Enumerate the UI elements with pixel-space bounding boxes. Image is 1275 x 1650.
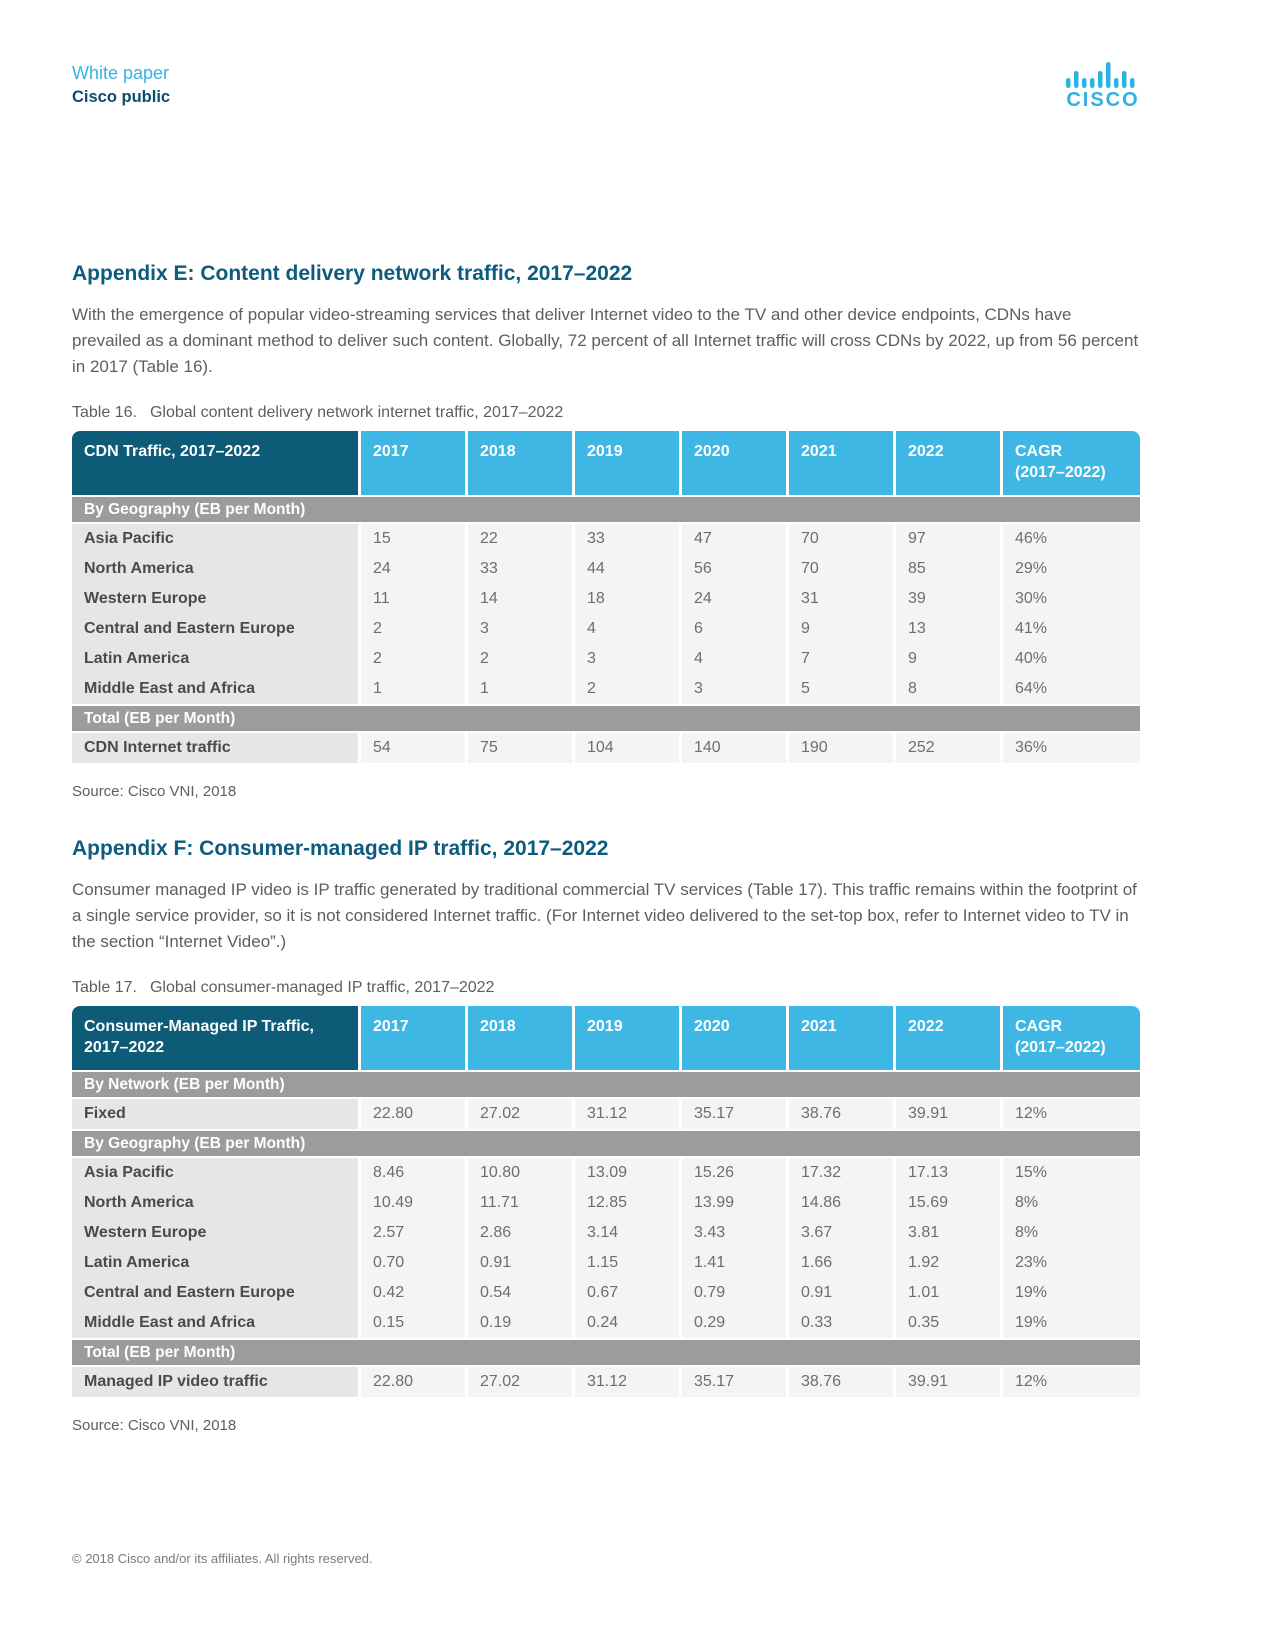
cisco-logo-wordmark: CISCO <box>1066 89 1140 111</box>
data-cell: 47 <box>679 524 786 554</box>
cagr-header-line2: (2017–2022) <box>1015 464 1106 481</box>
document-header <box>0 0 1275 111</box>
data-cell: 1.66 <box>786 1248 893 1278</box>
data-cell: 3 <box>679 674 786 704</box>
data-cell: 12% <box>1000 1099 1140 1129</box>
cdn-traffic-table <box>72 431 1140 763</box>
table-row <box>72 1099 1140 1129</box>
data-cell: 140 <box>679 733 786 763</box>
data-cell: 38.76 <box>786 1367 893 1397</box>
year-header-2018: 2018 <box>465 1006 572 1070</box>
data-cell: 97 <box>893 524 1000 554</box>
table-row <box>72 1188 1140 1218</box>
data-cell: 2.86 <box>465 1218 572 1248</box>
data-cell: 0.91 <box>465 1248 572 1278</box>
table-17-source: Source: Cisco VNI, 2018 <box>72 1417 237 1434</box>
row-label: Western Europe <box>72 1218 358 1248</box>
data-cell: 3 <box>572 644 679 674</box>
section-header-label: Total (EB per Month) <box>72 1338 1140 1367</box>
copyright-text: © 2018 Cisco and/or its affiliates. All rights reserved. <box>72 1551 373 1566</box>
table-corner-header: CDN Traffic, 2017–2022 <box>72 431 358 495</box>
data-cell: 0.35 <box>893 1308 1000 1338</box>
data-cell: 0.70 <box>358 1248 465 1278</box>
data-cell: 1 <box>465 674 572 704</box>
data-cell: 1.15 <box>572 1248 679 1278</box>
section-header-label: By Geography (EB per Month) <box>72 495 1140 524</box>
data-cell: 3.81 <box>893 1218 1000 1248</box>
data-cell: 27.02 <box>465 1099 572 1129</box>
data-cell: 2 <box>358 644 465 674</box>
data-cell: 15.69 <box>893 1188 1000 1218</box>
table-row <box>72 1278 1140 1308</box>
data-cell: 8 <box>893 674 1000 704</box>
data-cell: 30% <box>1000 584 1140 614</box>
table-row <box>72 1308 1140 1338</box>
data-cell: 56 <box>679 554 786 584</box>
data-cell: 17.13 <box>893 1158 1000 1188</box>
data-cell: 13.99 <box>679 1188 786 1218</box>
year-header-2021: 2021 <box>786 431 893 495</box>
data-cell: 190 <box>786 733 893 763</box>
table-row <box>72 644 1140 674</box>
page-footer <box>72 1551 373 1566</box>
cagr-header <box>1000 1006 1140 1070</box>
data-cell: 2 <box>465 644 572 674</box>
table-16-caption-text: Global content delivery network internet traffic, 2017–2022 <box>149 404 564 421</box>
row-label: Western Europe <box>72 584 358 614</box>
data-cell: 5 <box>786 674 893 704</box>
data-cell: 2.57 <box>358 1218 465 1248</box>
year-header-2020: 2020 <box>679 1006 786 1070</box>
data-cell: 2 <box>572 674 679 704</box>
cagr-header-line2: (2017–2022) <box>1015 1039 1106 1056</box>
data-cell: 64% <box>1000 674 1140 704</box>
data-cell: 2 <box>358 614 465 644</box>
row-label: Latin America <box>72 1248 358 1278</box>
row-label: Central and Eastern Europe <box>72 1278 358 1308</box>
data-cell: 23% <box>1000 1248 1140 1278</box>
row-label: Asia Pacific <box>72 524 358 554</box>
table-row <box>72 1158 1140 1188</box>
table-17-caption <box>72 979 1203 997</box>
data-cell: 1.92 <box>893 1248 1000 1278</box>
table-section-row <box>72 1129 1140 1158</box>
data-cell: 11 <box>358 584 465 614</box>
data-cell: 13.09 <box>572 1158 679 1188</box>
year-header-2019: 2019 <box>572 431 679 495</box>
data-cell: 12.85 <box>572 1188 679 1218</box>
data-cell: 31.12 <box>572 1099 679 1129</box>
data-cell: 7 <box>786 644 893 674</box>
data-cell: 15 <box>358 524 465 554</box>
data-cell: 70 <box>786 524 893 554</box>
data-cell: 0.91 <box>786 1278 893 1308</box>
table-row <box>72 584 1140 614</box>
data-cell: 33 <box>572 524 679 554</box>
data-cell: 24 <box>679 584 786 614</box>
row-label: Latin America <box>72 644 358 674</box>
data-cell: 0.19 <box>465 1308 572 1338</box>
data-cell: 35.17 <box>679 1367 786 1397</box>
data-cell: 9 <box>786 614 893 644</box>
table-row <box>72 1248 1140 1278</box>
doc-classification-label: Cisco public <box>72 88 171 106</box>
data-cell: 22 <box>465 524 572 554</box>
row-label: CDN Internet traffic <box>72 733 358 763</box>
data-cell: 40% <box>1000 644 1140 674</box>
data-cell: 12% <box>1000 1367 1140 1397</box>
data-cell: 104 <box>572 733 679 763</box>
row-label: Middle East and Africa <box>72 1308 358 1338</box>
data-cell: 46% <box>1000 524 1140 554</box>
row-label: Managed IP video traffic <box>72 1367 358 1397</box>
cagr-header-line1: CAGR <box>1015 1018 1063 1035</box>
table-16-caption <box>72 404 1203 422</box>
data-cell: 1.41 <box>679 1248 786 1278</box>
table-17-caption-text: Global consumer-managed IP traffic, 2017–2022 <box>149 979 495 996</box>
data-cell: 252 <box>893 733 1000 763</box>
table-header-row <box>72 1006 1140 1070</box>
table-corner-header: Consumer-Managed IP Traffic, 2017–2022 <box>72 1006 358 1070</box>
data-cell: 9 <box>893 644 1000 674</box>
table-row <box>72 554 1140 584</box>
appendix-f-paragraph: Consumer managed IP video is IP traffic generated by traditional commercial TV services (Table 17). This traffic remains within the footprint of a single service provider, so it is not considered Internet traffic. (For Internet video delivered to the set-top box, refer to Internet video to TV in the section “Internet Video”.) <box>72 880 1137 951</box>
data-cell: 6 <box>679 614 786 644</box>
row-label: Central and Eastern Europe <box>72 614 358 644</box>
data-cell: 0.67 <box>572 1278 679 1308</box>
table-16-caption-label: Table 16. <box>72 404 137 421</box>
data-cell: 36% <box>1000 733 1140 763</box>
row-label: Middle East and Africa <box>72 674 358 704</box>
data-cell: 33 <box>465 554 572 584</box>
table-row <box>72 1367 1140 1397</box>
data-cell: 22.80 <box>358 1099 465 1129</box>
row-label: Asia Pacific <box>72 1158 358 1188</box>
table-section-row <box>72 1070 1140 1099</box>
data-cell: 0.42 <box>358 1278 465 1308</box>
data-cell: 13 <box>893 614 1000 644</box>
section-header-label: Total (EB per Month) <box>72 704 1140 733</box>
year-header-2021: 2021 <box>786 1006 893 1070</box>
row-label: Fixed <box>72 1099 358 1129</box>
row-label: North America <box>72 554 358 584</box>
data-cell: 0.15 <box>358 1308 465 1338</box>
data-cell: 0.54 <box>465 1278 572 1308</box>
data-cell: 10.49 <box>358 1188 465 1218</box>
cisco-bridge-icon <box>1066 62 1140 88</box>
table-row <box>72 674 1140 704</box>
data-cell: 0.33 <box>786 1308 893 1338</box>
data-cell: 8% <box>1000 1218 1140 1248</box>
data-cell: 44 <box>572 554 679 584</box>
data-cell: 19% <box>1000 1308 1140 1338</box>
appendix-e-paragraph: With the emergence of popular video-streaming services that deliver Internet video to the TV and other device endpoints, CDNs have prevailed as a dominant method to deliver such content. Globally, 72 percent of all Internet traffic will cross CDNs by 2022, up from 56 percent in 2017 (Table 16). <box>72 305 1139 376</box>
appendix-f-section <box>72 836 1203 1434</box>
data-cell: 39.91 <box>893 1099 1000 1129</box>
data-cell: 31 <box>786 584 893 614</box>
table-row <box>72 524 1140 554</box>
year-header-2017: 2017 <box>358 1006 465 1070</box>
data-cell: 19% <box>1000 1278 1140 1308</box>
data-cell: 35.17 <box>679 1099 786 1129</box>
data-cell: 54 <box>358 733 465 763</box>
document-body <box>0 261 1275 1434</box>
year-header-2022: 2022 <box>893 1006 1000 1070</box>
appendix-e-section <box>72 261 1203 800</box>
section-header-label: By Geography (EB per Month) <box>72 1129 1140 1158</box>
data-cell: 3.67 <box>786 1218 893 1248</box>
data-cell: 41% <box>1000 614 1140 644</box>
data-cell: 70 <box>786 554 893 584</box>
data-cell: 3 <box>465 614 572 644</box>
table-16-source: Source: Cisco VNI, 2018 <box>72 783 237 800</box>
data-cell: 1.01 <box>893 1278 1000 1308</box>
table-section-row <box>72 495 1140 524</box>
data-cell: 14 <box>465 584 572 614</box>
cagr-header <box>1000 431 1140 495</box>
year-header-2018: 2018 <box>465 431 572 495</box>
table-section-row <box>72 704 1140 733</box>
section-header-label: By Network (EB per Month) <box>72 1070 1140 1099</box>
data-cell: 27.02 <box>465 1367 572 1397</box>
table-row <box>72 733 1140 763</box>
data-cell: 22.80 <box>358 1367 465 1397</box>
year-header-2020: 2020 <box>679 431 786 495</box>
data-cell: 15.26 <box>679 1158 786 1188</box>
data-cell: 31.12 <box>572 1367 679 1397</box>
data-cell: 10.80 <box>465 1158 572 1188</box>
data-cell: 24 <box>358 554 465 584</box>
data-cell: 85 <box>893 554 1000 584</box>
table-header-row <box>72 431 1140 495</box>
data-cell: 1 <box>358 674 465 704</box>
table-row <box>72 614 1140 644</box>
data-cell: 3.43 <box>679 1218 786 1248</box>
data-cell: 0.79 <box>679 1278 786 1308</box>
data-cell: 39.91 <box>893 1367 1000 1397</box>
data-cell: 38.76 <box>786 1099 893 1129</box>
data-cell: 8% <box>1000 1188 1140 1218</box>
data-cell: 14.86 <box>786 1188 893 1218</box>
year-header-2019: 2019 <box>572 1006 679 1070</box>
cisco-logo <box>1066 62 1140 111</box>
table-section-row <box>72 1338 1140 1367</box>
data-cell: 11.71 <box>465 1188 572 1218</box>
header-left <box>72 62 170 107</box>
data-cell: 75 <box>465 733 572 763</box>
data-cell: 4 <box>679 644 786 674</box>
data-cell: 29% <box>1000 554 1140 584</box>
appendix-f-title: Appendix F: Consumer-managed IP traffic, 2017–2022 <box>72 837 609 860</box>
data-cell: 17.32 <box>786 1158 893 1188</box>
table-row <box>72 1218 1140 1248</box>
year-header-2022: 2022 <box>893 431 1000 495</box>
data-cell: 0.29 <box>679 1308 786 1338</box>
data-cell: 18 <box>572 584 679 614</box>
appendix-e-title: Appendix E: Content delivery network traffic, 2017–2022 <box>72 262 633 285</box>
data-cell: 8.46 <box>358 1158 465 1188</box>
year-header-2017: 2017 <box>358 431 465 495</box>
row-label: North America <box>72 1188 358 1218</box>
data-cell: 3.14 <box>572 1218 679 1248</box>
cagr-header-line1: CAGR <box>1015 443 1063 460</box>
doc-type-label: White paper <box>72 63 170 83</box>
data-cell: 39 <box>893 584 1000 614</box>
consumer-managed-ip-table <box>72 1006 1140 1397</box>
table-17-caption-label: Table 17. <box>72 979 137 996</box>
data-cell: 0.24 <box>572 1308 679 1338</box>
data-cell: 4 <box>572 614 679 644</box>
data-cell: 15% <box>1000 1158 1140 1188</box>
